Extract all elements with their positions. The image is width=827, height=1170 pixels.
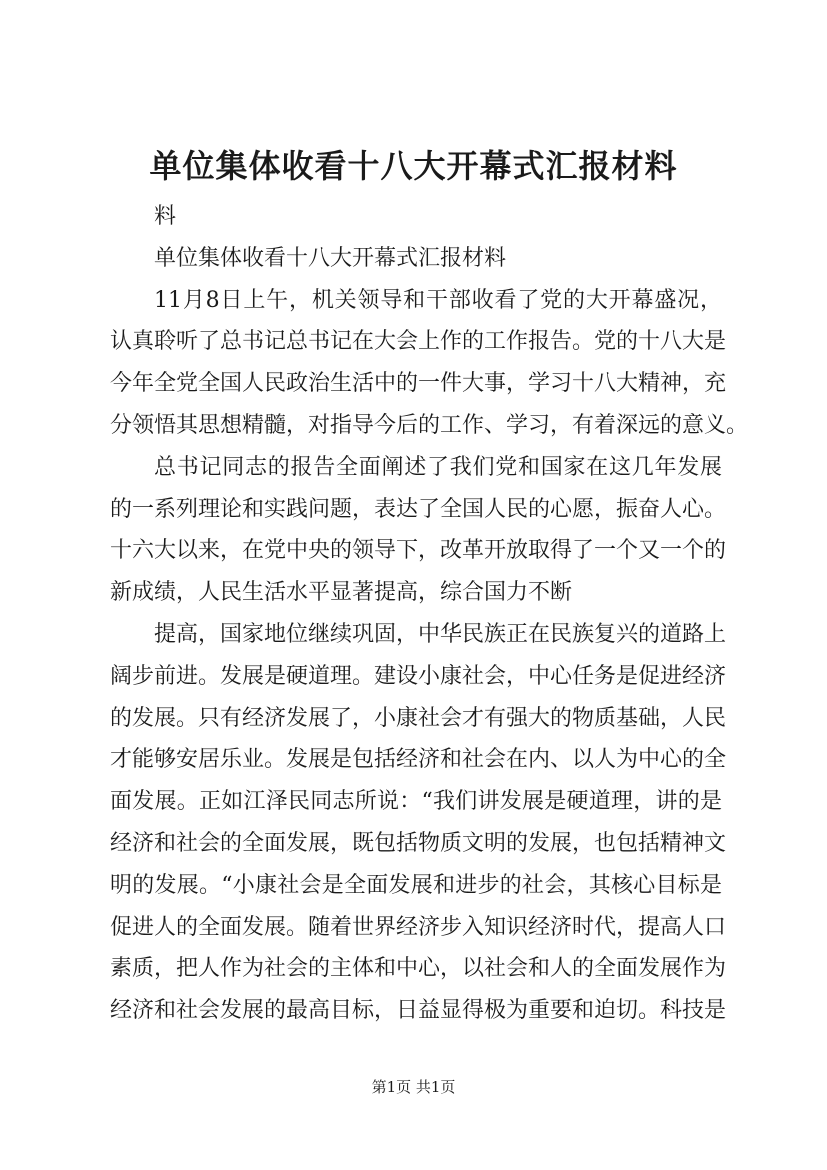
text-line: 的发展。只有经济发展了，小康社会才有强大的物质基础，人民 xyxy=(110,705,727,731)
text-line: 经济和社会的全面发展，既包括物质文明的发展，也包括精神文 xyxy=(110,830,727,856)
text-line: 单位集体收看十八大开幕式汇报材料 xyxy=(154,245,507,271)
text-line: 新成绩，人民生活水平显著提高，综合国力不断 xyxy=(110,580,573,606)
text-line: 素质，把人作为社会的主体和中心，以社会和人的全面发展作为 xyxy=(110,956,727,982)
text-line: 十六大以来，在党中央的领导下，改革开放取得了一个又一个的 xyxy=(110,538,727,564)
text-line: 才能够安居乐业。发展是包括经济和社会在内、以人为中心的全 xyxy=(110,747,727,773)
text-line: 总书记同志的报告全面阐述了我们党和国家在这几年发展 xyxy=(154,454,722,480)
text-line: 阔步前进。发展是硬道理。建设小康社会，中心任务是促进经济 xyxy=(110,663,727,689)
text-line: 促进人的全面发展。随着世界经济步入知识经济时代，提高人口 xyxy=(110,914,727,940)
text-line: 提高，国家地位继续巩固，中华民族正在民族复兴的道路上 xyxy=(154,621,727,647)
text-line: 认真聆听了总书记总书记在大会上作的工作报告。党的十八大是 xyxy=(110,329,727,355)
text-line: 分领悟其思想精髓，对指导今后的工作、学习，有着深远的意义。 xyxy=(110,412,749,438)
text-line: 的一系列理论和实践问题，表达了全国人民的心愿，振奋人心。 xyxy=(110,496,727,522)
page-footer: 第1页 共1页 xyxy=(371,1078,456,1096)
text-line: 明的发展。“小康社会是全面发展和进步的社会，其核心目标是 xyxy=(110,872,722,898)
page-title: 单位集体收看十八大开幕式汇报材料 xyxy=(149,147,678,185)
text-line: 11月8日上午，机关领导和干部收看了党的大开幕盛况， xyxy=(154,287,722,313)
text-line: 面发展。正如江泽民同志所说：“我们讲发展是硬道理，讲的是 xyxy=(110,789,722,815)
text-line: 料 xyxy=(154,204,177,229)
text-line: 今年全党全国人民政治生活中的一件大事，学习十八大精神，充 xyxy=(110,371,727,397)
text-line: 经济和社会发展的最高目标，日益显得极为重要和迫切。科技是 xyxy=(110,998,727,1024)
body-text xyxy=(110,196,749,1032)
